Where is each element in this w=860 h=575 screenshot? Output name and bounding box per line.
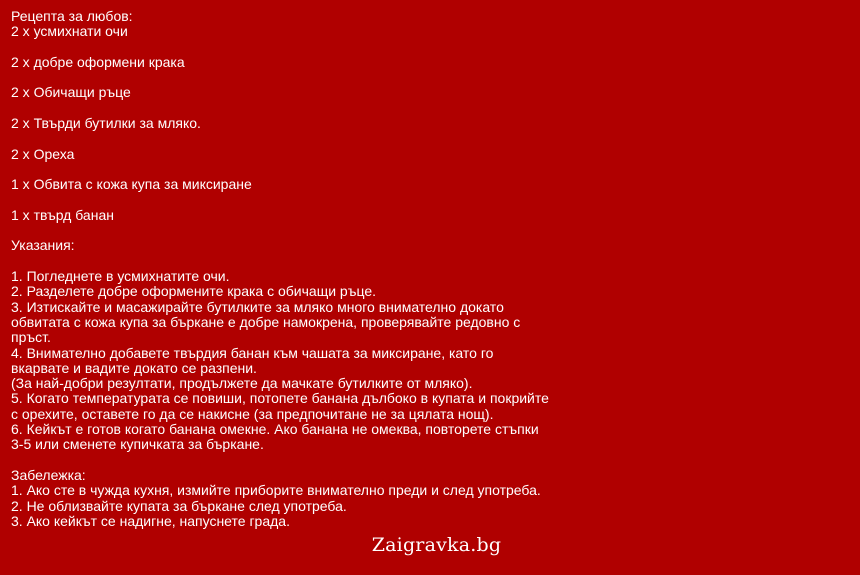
ingredient-line: 1 х Обвита с кожа купа за миксиране (11, 176, 252, 193)
instruction-line: с орехите, оставете го да се накисне (за предпочитане не за цялата нощ). (11, 405, 494, 422)
ingredient-line: 2 х добре оформени крака (11, 53, 185, 70)
spacer (11, 453, 601, 468)
note-line: 1. Ако сте в чужда кухня, измийте приборите внимателно преди и след употреба. (11, 482, 541, 499)
instruction-line: (За най-добри резултати, продължете да мачкате бутилките от мляко). (11, 375, 473, 392)
ingredient-line: 2 х Ореха (11, 145, 75, 162)
instruction-line: 6. Кейкът е готов когато банана омекне. Ако банана не омеква, повторете стъпки (11, 421, 539, 438)
instruction-line: 1. Погледнете в усмихнатите очи. (11, 268, 230, 285)
spacer (11, 40, 601, 55)
instruction-line: обвитата с кожа купа за бъркане е добре намокрена, проверявайте редовно с (11, 313, 521, 330)
note-heading: Забележка: (11, 466, 86, 483)
site-watermark: Zaigravka.bg (371, 534, 502, 556)
ingredient-line: 1 х твърд банан (11, 206, 114, 223)
note-line: 2. Не облизвайте купата за бъркане след употреба. (11, 497, 347, 514)
recipe-title: Рецепта за любов: (11, 8, 133, 24)
spacer (11, 193, 601, 208)
ingredient-line: 2 х Обичащи ръце (11, 84, 131, 101)
instruction-line: 4. Внимателно добавете твърдия банан към чашата за миксиране, като го (11, 344, 494, 361)
spacer (11, 131, 601, 146)
instruction-line: вкарвате и вадите докато се разпени. (11, 359, 257, 376)
instructions-heading: Указания: (11, 237, 75, 254)
recipe-text (11, 9, 601, 529)
spacer (11, 70, 601, 85)
instruction-line: пръст. (11, 329, 51, 346)
ingredient-line: 2 х усмихнати очи (11, 23, 128, 40)
spacer (11, 223, 601, 238)
instruction-line: 5. Когато температурата се повиши, потопете банана дълбоко в купата и покрийте (11, 390, 549, 407)
instruction-line: 2. Разделете добре оформените крака с обичащи ръце. (11, 283, 376, 300)
instruction-line: 3-5 или сменете купичката за бъркане. (11, 436, 264, 453)
ingredient-line: 2 х Твърди бутилки за мляко. (11, 115, 201, 132)
instruction-line: 3. Изтискайте и масажирайте бутилките за мляко много внимателно докато (11, 298, 504, 315)
spacer (11, 162, 601, 177)
note-line: 3. Ако кейкът се надигне, напуснете града. (11, 512, 290, 529)
spacer (11, 254, 601, 269)
spacer (11, 101, 601, 116)
